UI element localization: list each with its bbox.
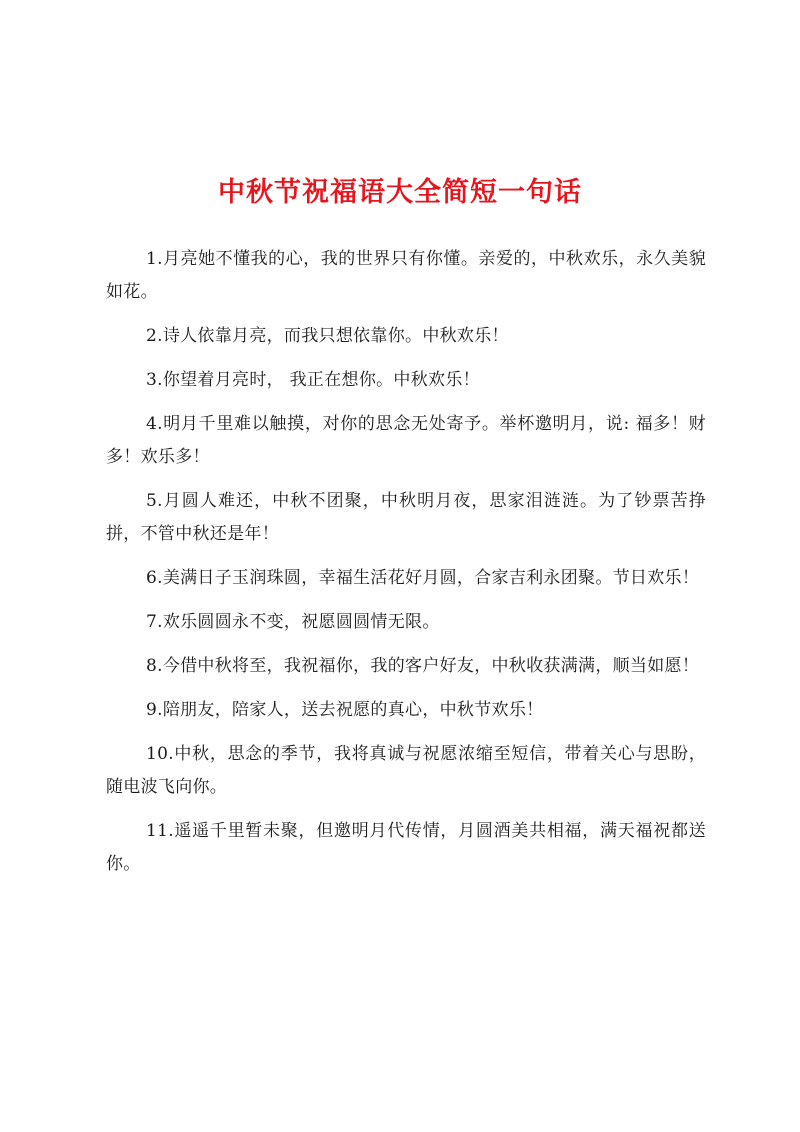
list-item: 2.诗人依靠月亮，而我只想依靠你。中秋欢乐！: [146, 326, 509, 346]
list-item: 7.欢乐圆圆永不变，祝愿圆圆情无限。: [146, 612, 440, 632]
list-item: 3.你望着月亮时， 我正在想你。中秋欢乐！: [146, 370, 480, 390]
list-item: 8.今借中秋将至，我祝福你，我的客户好友，中秋收获满满，顺当如愿！: [146, 656, 700, 676]
list-item: 11.遥遥千里暂未聚，但邀明月代传情，月圆酒美共相福，满天福祝都送你。: [106, 821, 706, 874]
list-item: 5.月圆人难还，中秋不团聚，中秋明月夜，思家泪涟涟。为了钞票苦挣拼，不管中秋还是年！: [106, 491, 706, 544]
list-item: 4.明月千里难以触摸，对你的思念无处寄予。举杯邀明月，说: 福多！财多！欢乐多！: [106, 414, 706, 467]
document-body: [106, 243, 706, 892]
list-item: 1.月亮她不懂我的心，我的世界只有你懂。亲爱的，中秋欢乐，永久美貌如花。: [106, 249, 706, 302]
list-item: 6.美满日子玉润珠圆，幸福生活花好月圆，合家吉利永团聚。节日欢乐！: [146, 568, 700, 588]
list-item: 9.陪朋友，陪家人，送去祝愿的真心，中秋节欢乐！: [146, 700, 544, 720]
list-item: 10.中秋，思念的季节，我将真诚与祝愿浓缩至短信，带着关心与思盼，随电波飞向你。: [106, 744, 706, 797]
document-title: 中秋节祝福语大全简短一句话: [218, 177, 582, 208]
